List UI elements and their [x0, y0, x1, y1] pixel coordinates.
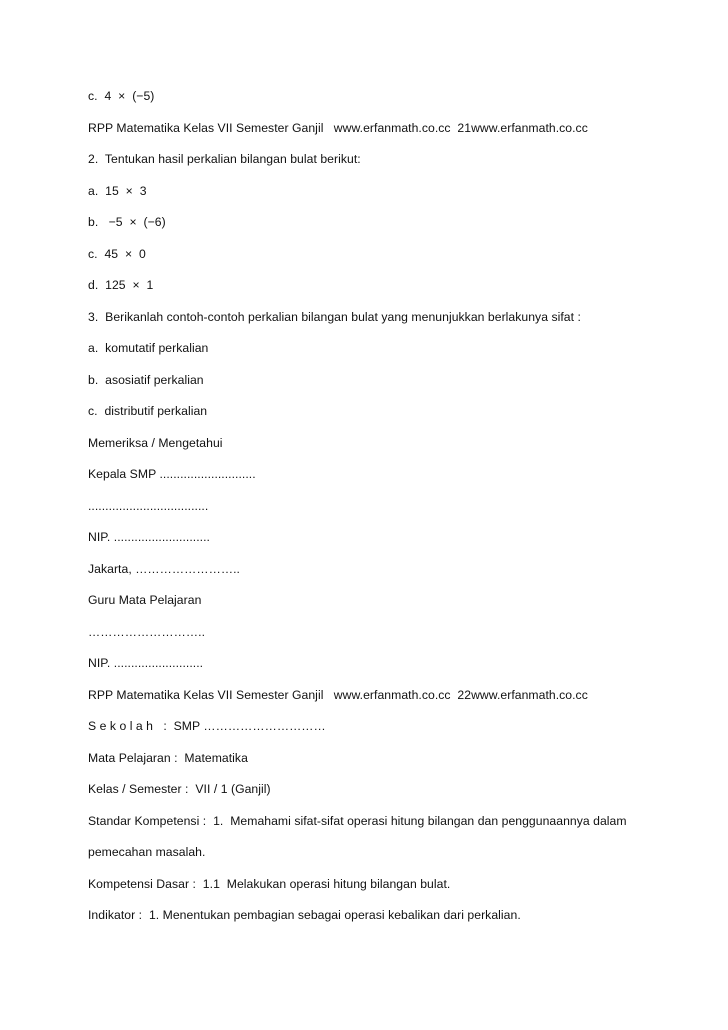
- signature-heading: Memeriksa / Mengetahui: [88, 435, 223, 450]
- exercise-item: c. distributif perkalian: [88, 404, 208, 418]
- signature-line: ………………………..: [88, 624, 206, 639]
- info-line: S e k o l a h : SMP …………………………: [88, 719, 326, 733]
- page-header-line: RPP Matematika Kelas VII Semester Ganjil www.erfanmath.co.cc 21www.erfanmath.co.cc: [88, 120, 588, 135]
- exercise-2-heading: 2. Tentukan hasil perkalian bilangan bulat berikut:: [88, 152, 361, 166]
- exercise-item: b. −5 × (−6): [88, 215, 166, 229]
- exercise-item: a. komutatif perkalian: [88, 341, 209, 355]
- exercise-item: a. 15 × 3: [88, 183, 147, 198]
- info-line: Kelas / Semester : VII / 1 (Ganjil): [88, 782, 271, 796]
- exercise-3-heading: 3. Berikanlah contoh-contoh perkalian bilangan bulat yang menunjukkan berlakunya sifat :: [88, 309, 581, 324]
- page-header-line: RPP Matematika Kelas VII Semester Ganjil www.erfanmath.co.cc 22www.erfanmath.co.cc: [88, 687, 588, 702]
- signature-line: Kepala SMP ............................: [88, 467, 256, 481]
- signature-line: Jakarta, ……………………..: [88, 561, 240, 576]
- signature-line: NIP. ............................: [88, 530, 210, 544]
- document-body: [88, 86, 708, 937]
- info-line: Indikator : 1. Menentukan pembagian sebagai operasi kebalikan dari perkalian.: [88, 908, 521, 922]
- text-line: c. 4 × (−5): [88, 89, 155, 103]
- exercise-item: c. 45 × 0: [88, 246, 146, 261]
- signature-line: ...................................: [88, 498, 209, 513]
- exercise-item: b. asosiatif perkalian: [88, 372, 204, 387]
- info-line: Mata Pelajaran : Matematika: [88, 750, 248, 765]
- signature-line: Guru Mata Pelajaran: [88, 593, 202, 607]
- info-line: Standar Kompetensi : 1. Memahami sifat-sifat operasi hitung bilangan dan penggunaannya dalam: [88, 813, 627, 828]
- info-line: Kompetensi Dasar : 1.1 Melakukan operasi hitung bilangan bulat.: [88, 876, 451, 891]
- exercise-item: d. 125 × 1: [88, 278, 154, 292]
- signature-line: NIP. ..........................: [88, 656, 204, 670]
- info-line: pemecahan masalah.: [88, 845, 206, 859]
